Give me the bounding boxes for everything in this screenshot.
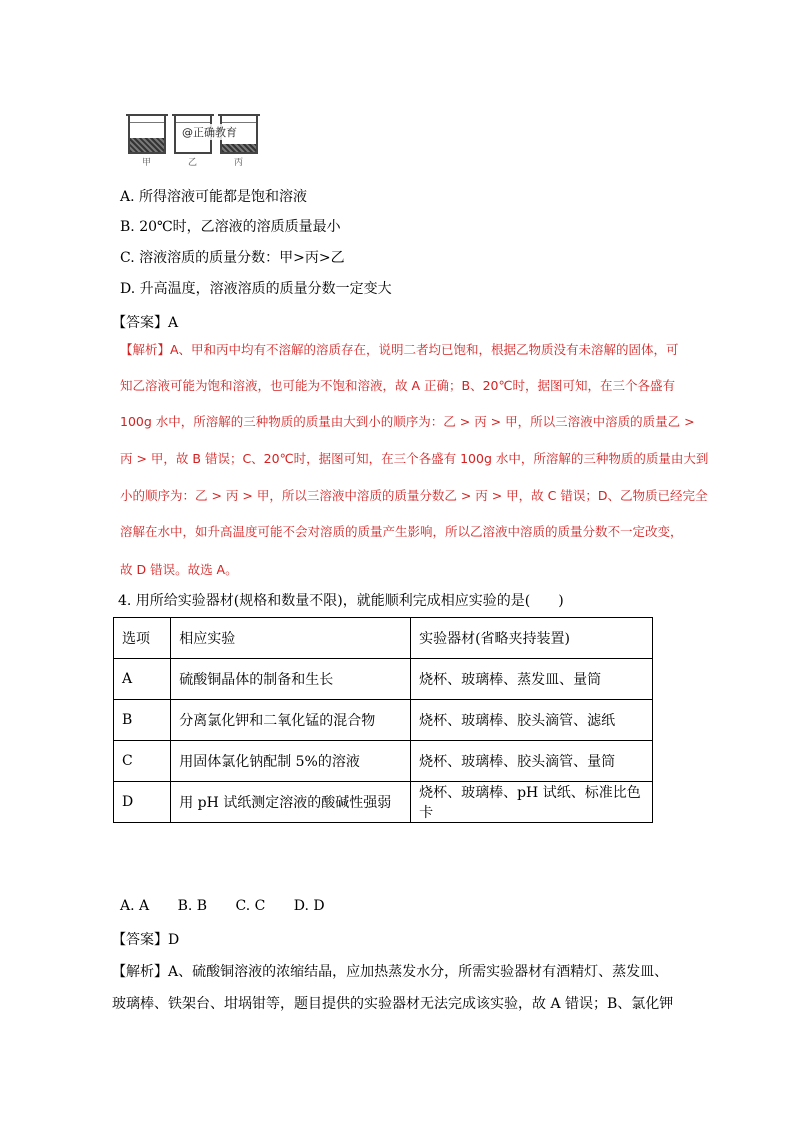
q3-answer: 【答案】A <box>112 315 179 331</box>
q3-option-a: A. 所得溶液可能都是饱和溶液 <box>120 189 308 205</box>
table-header-cell: 实验器材(省略夹持装置) <box>411 618 653 659</box>
table-row <box>114 782 653 823</box>
beakers-figure <box>120 110 260 166</box>
q4-choice-c: C. C <box>235 898 266 914</box>
q4-explanation-line: 玻璃棒、铁架台、坩埚钳等，题目提供的实验器材无法完成该实验，故 A 错误；B、氯化钾 <box>112 996 674 1012</box>
table-header-cell: 相应实验 <box>171 618 411 659</box>
beaker-label-jia: 甲 <box>142 158 152 168</box>
table-cell: 用固体氯化钠配制 5%的溶液 <box>171 741 411 782</box>
q3-explanation-line: 知乙溶液可能为饱和溶液，也可能为不饱和溶液，故 A 正确；B、20℃时，据图可知，在三个各盛有 <box>120 378 676 393</box>
q3-explanation-line: 100g 水中，所溶解的三种物质的质量由大到小的顺序为：乙 > 丙 > 甲，所以三溶液中溶质的质量乙 > <box>120 414 695 429</box>
q4-stem: 4. 用所给实验器材(规格和数量不限)，就能顺利完成相应实验的是( ) <box>118 593 564 609</box>
q4-explanation-line: 【解析】A、硫酸铜溶液的浓缩结晶，应加热蒸发水分，所需实验器材有酒精灯、蒸发皿、 <box>112 964 669 980</box>
table-header-cell: 选项 <box>114 618 171 659</box>
table-cell: 硫酸铜晶体的制备和生长 <box>171 659 411 700</box>
q4-choices <box>120 898 349 914</box>
q4-choice-b: B. B <box>177 898 208 914</box>
table-cell: 用 pH 试纸测定溶液的酸碱性强弱 <box>171 782 411 823</box>
q4-choice-a: A. A <box>120 898 150 914</box>
table-cell: C <box>114 741 171 782</box>
beaker-label-bing: 丙 <box>234 158 244 168</box>
table-row <box>114 659 653 700</box>
q3-option-b: B. 20℃时，乙溶液的溶质质量最小 <box>120 219 341 235</box>
watermark: @正确教育 <box>182 126 237 139</box>
table-cell: 烧杯、玻璃棒、pH 试纸、标准比色卡 <box>411 782 653 823</box>
q3-option-c: C. 溶液溶质的质量分数：甲>丙>乙 <box>120 250 345 266</box>
table-cell: A <box>114 659 171 700</box>
q4-choice-d: D. D <box>293 898 325 914</box>
q3-option-d: D. 升高温度，溶液溶质的质量分数一定变大 <box>120 281 392 297</box>
table-cell: 烧杯、玻璃棒、蒸发皿、量筒 <box>411 659 653 700</box>
table-cell: B <box>114 700 171 741</box>
table-cell: 分离氯化钾和二氧化锰的混合物 <box>171 700 411 741</box>
beaker-jia <box>128 114 166 154</box>
table-cell: 烧杯、玻璃棒、胶头滴管、量筒 <box>411 741 653 782</box>
table-header-row <box>114 618 653 659</box>
q3-explanation-line: 丙 > 甲，故 B 错误；C、20℃时，据图可知，在三个各盛有 100g 水中，所溶解的三种物质的质量由大到 <box>120 451 709 466</box>
q3-explanation-line: 故 D 错误。故选 A。 <box>120 562 238 577</box>
table-row <box>114 700 653 741</box>
q3-explanation-line: 小的顺序为：乙 > 丙 > 甲，所以三溶液中溶质的质量分数乙 > 丙 > 甲，故 C 错误；D、乙物质已经完全 <box>120 488 708 503</box>
table-row <box>114 741 653 782</box>
q4-table <box>113 617 653 823</box>
q4-answer: 【答案】D <box>112 932 180 948</box>
table-cell: 烧杯、玻璃棒、胶头滴管、滤纸 <box>411 700 653 741</box>
beaker-label-yi: 乙 <box>188 158 198 168</box>
table-cell: D <box>114 782 171 823</box>
q3-explanation-line: 溶解在水中，如升高温度可能不会对溶质的质量产生影响，所以乙溶液中溶质的质量分数不一定改变， <box>120 524 683 539</box>
q3-explanation-line: 【解析】A、甲和丙中均有不溶解的溶质存在，说明二者均已饱和，根据乙物质没有未溶解的固体，可 <box>120 342 679 357</box>
